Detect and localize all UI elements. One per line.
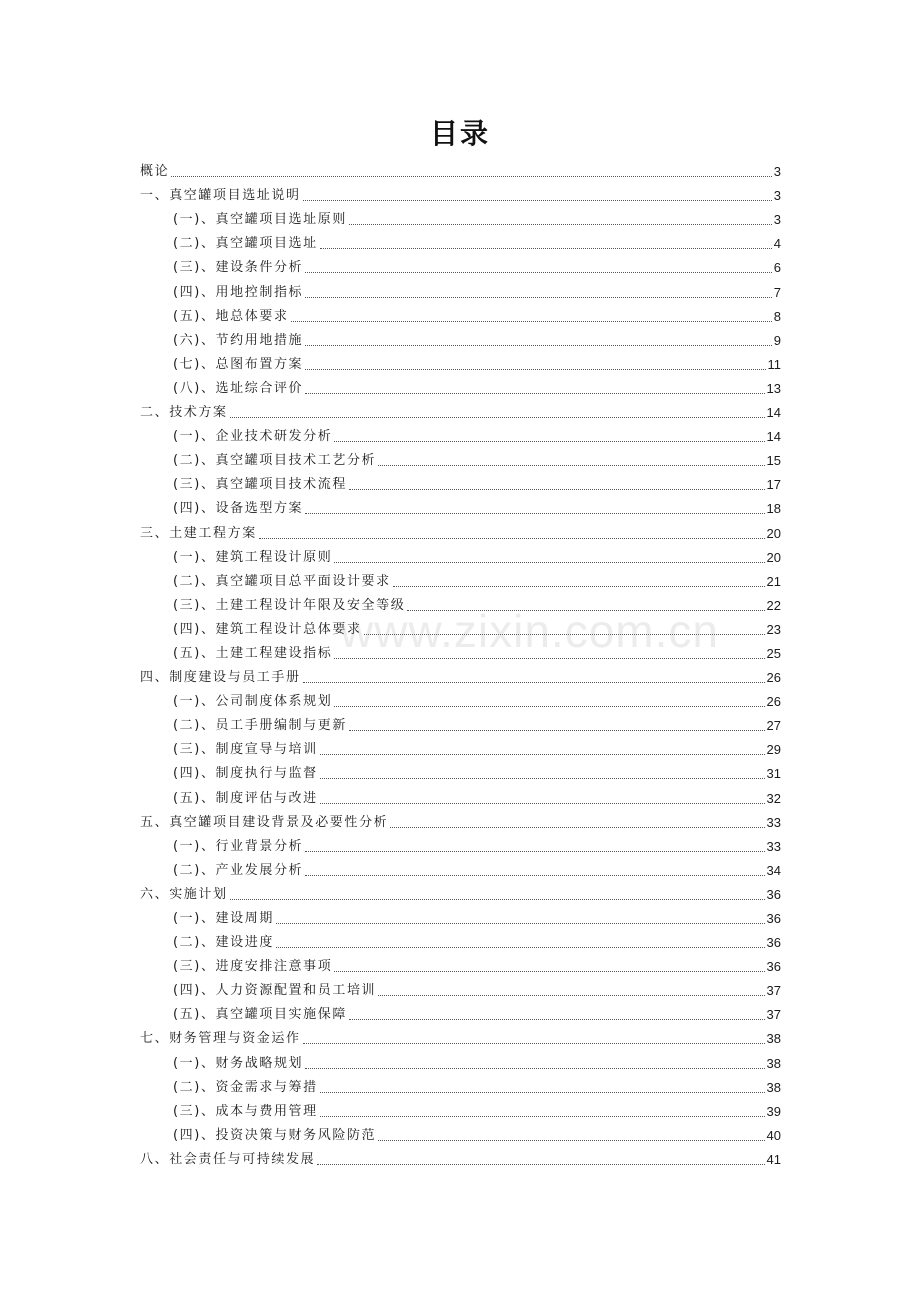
toc-entry-title: (五)、制度评估与改进: [173, 790, 318, 806]
toc-entry-title: (一)、建设周期: [173, 911, 274, 926]
dot-leader: [305, 393, 764, 394]
toc-page-number: 20: [766, 525, 781, 541]
toc-entry[interactable]: [140, 811, 781, 835]
toc-entry-title: (二)、资金需求与筹措: [173, 1079, 318, 1095]
toc-page-number: 39: [766, 1103, 781, 1119]
toc-page-number: 33: [766, 814, 781, 830]
dot-leader: [378, 1140, 764, 1141]
dot-leader: [349, 224, 772, 225]
toc-page-number: 38: [766, 1055, 781, 1071]
toc-entry-title: (二)、真空罐项目技术工艺分析: [173, 453, 377, 469]
toc-page-number: 8: [773, 308, 781, 324]
toc-entry-title: (三)、成本与费用管理: [173, 1103, 318, 1119]
toc-page-number: 37: [766, 1007, 781, 1023]
toc-page-number: 15: [766, 453, 781, 469]
watermark: www.zixin.com.cn: [340, 605, 719, 657]
toc-page-number: 36: [766, 935, 781, 951]
dot-leader: [305, 272, 772, 273]
dot-leader: [305, 875, 764, 876]
dot-leader: [276, 947, 765, 948]
toc-subentry[interactable]: [140, 979, 781, 1003]
toc-entry-title: (三)、进度安排注意事项: [173, 959, 333, 975]
toc-entry[interactable]: [140, 521, 781, 545]
toc-entry-title: (二)、建设进度: [173, 935, 274, 951]
dot-leader: [320, 248, 772, 249]
dot-leader: [320, 1092, 765, 1093]
toc-subentry[interactable]: [140, 907, 781, 931]
toc-page-number: 38: [766, 1079, 781, 1095]
toc-subentry[interactable]: [140, 835, 781, 859]
toc-entry-title: (二)、员工手册编制与更新: [173, 718, 347, 734]
toc-entry-title: (七)、总图布置方案: [173, 356, 304, 372]
dot-leader: [320, 754, 765, 755]
dot-leader: [291, 321, 772, 322]
dot-leader: [407, 610, 764, 611]
toc-page-number: 4: [773, 236, 781, 252]
toc-page-number: 29: [766, 742, 781, 758]
toc-page-number: 27: [766, 718, 781, 734]
toc-entry[interactable]: [140, 401, 781, 425]
dot-leader: [349, 1019, 765, 1020]
toc-entry-title: (二)、真空罐项目总平面设计要求: [173, 573, 391, 589]
dot-leader: [364, 634, 765, 635]
dot-leader: [303, 200, 772, 201]
toc-subentry[interactable]: [140, 546, 781, 570]
dot-leader: [320, 803, 765, 804]
toc-page-number: 25: [766, 645, 781, 661]
dot-leader: [349, 489, 765, 490]
toc-subentry[interactable]: [140, 305, 781, 329]
toc-page-number: 11: [767, 356, 781, 372]
dot-leader: [334, 441, 764, 442]
toc-page-number: 34: [766, 862, 781, 878]
toc-entry-title: (二)、产业发展分析: [173, 862, 304, 878]
dot-leader: [303, 1043, 765, 1044]
dot-leader: [276, 923, 765, 924]
toc-subentry[interactable]: [140, 497, 781, 521]
toc-entry-title: 八、社会责任与可持续发展: [140, 1151, 316, 1167]
toc-entry[interactable]: [140, 184, 781, 208]
dot-leader: [230, 899, 765, 900]
toc-subentry[interactable]: [140, 1051, 781, 1075]
toc-entry-title: (一)、真空罐项目选址原则: [173, 212, 347, 228]
toc-subentry[interactable]: [140, 280, 781, 304]
toc-subentry[interactable]: [140, 714, 781, 738]
toc-page-number: 21: [766, 573, 781, 589]
toc-entry-title: (五)、真空罐项目实施保障: [173, 1007, 347, 1023]
toc-subentry[interactable]: [140, 232, 781, 256]
toc-page-number: 36: [766, 886, 781, 902]
toc-subentry[interactable]: [140, 473, 781, 497]
toc-entry-title: 概论: [140, 164, 170, 180]
toc-subentry[interactable]: [140, 762, 781, 786]
toc-subentry[interactable]: [140, 1124, 781, 1148]
dot-leader: [320, 1116, 765, 1117]
table-of-contents: [140, 160, 781, 1172]
toc-page-number: 22: [766, 597, 781, 613]
toc-page-number: 7: [773, 284, 781, 300]
toc-subentry[interactable]: [140, 931, 781, 955]
toc-entry-title: 一、真空罐项目选址说明: [140, 188, 301, 204]
toc-page-number: 13: [766, 380, 781, 396]
toc-subentry[interactable]: [140, 256, 781, 280]
toc-entry[interactable]: [140, 1148, 781, 1172]
toc-page-number: 3: [773, 212, 781, 228]
toc-entry-title: 四、制度建设与员工手册: [140, 670, 301, 686]
toc-page-number: 38: [766, 1031, 781, 1047]
toc-page-number: 31: [766, 766, 781, 782]
toc-subentry[interactable]: [140, 329, 781, 353]
toc-page-number: 9: [773, 332, 781, 348]
toc-page-number: 26: [766, 670, 781, 686]
toc-page-number: 32: [766, 790, 781, 806]
dot-leader: [378, 995, 764, 996]
toc-entry-title: (一)、企业技术研发分析: [173, 429, 333, 445]
toc-page-number: 33: [766, 838, 781, 854]
toc-page-number: 14: [766, 405, 781, 421]
dot-leader: [230, 417, 765, 418]
toc-page-number: 3: [773, 188, 781, 204]
toc-page-number: 23: [766, 621, 781, 637]
toc-subentry[interactable]: [140, 786, 781, 810]
dot-leader: [334, 658, 764, 659]
toc-entry-title: (三)、建设条件分析: [173, 260, 304, 276]
toc-page-number: 40: [766, 1127, 781, 1143]
toc-entry-title: 六、实施计划: [140, 886, 228, 902]
toc-subentry[interactable]: [140, 859, 781, 883]
toc-entry[interactable]: [140, 1027, 781, 1051]
toc-entry[interactable]: [140, 883, 781, 907]
toc-subentry[interactable]: [140, 594, 781, 618]
toc-entry-title: (八)、选址综合评价: [173, 380, 304, 396]
toc-entry-title: (三)、土建工程设计年限及安全等级: [173, 597, 406, 613]
dot-leader: [378, 465, 764, 466]
toc-subentry[interactable]: [140, 425, 781, 449]
page-title: 目录: [429, 117, 490, 150]
toc-entry-title: 五、真空罐项目建设背景及必要性分析: [140, 814, 389, 830]
toc-subentry[interactable]: [140, 449, 781, 473]
toc-subentry[interactable]: [140, 1100, 781, 1124]
toc-entry-title: (一)、公司制度体系规划: [173, 694, 333, 710]
dot-leader: [305, 369, 765, 370]
toc-page-number: 37: [766, 983, 781, 999]
toc-entry-title: (一)、建筑工程设计原则: [173, 549, 333, 565]
dot-leader: [334, 562, 764, 563]
toc-page-number: 14: [766, 429, 781, 445]
toc-page-number: 36: [766, 911, 781, 926]
toc-entry-title: (五)、土建工程建设指标: [173, 645, 333, 661]
dot-leader: [390, 827, 764, 828]
dot-leader: [334, 971, 764, 972]
dot-leader: [317, 1164, 764, 1165]
toc-page-number: 17: [766, 477, 781, 493]
toc-entry-title: 二、技术方案: [140, 405, 228, 421]
toc-entry[interactable]: [140, 160, 781, 184]
toc-entry-title: (四)、用地控制指标: [173, 284, 304, 300]
toc-page-number: 3: [773, 164, 781, 180]
dot-leader: [320, 778, 765, 779]
toc-entry-title: (二)、真空罐项目选址: [173, 236, 318, 252]
toc-entry-title: 三、土建工程方案: [140, 525, 257, 541]
toc-page-number: 18: [766, 501, 781, 517]
toc-entry-title: (四)、制度执行与监督: [173, 766, 318, 782]
toc-subentry[interactable]: [140, 377, 781, 401]
toc-subentry[interactable]: [140, 570, 781, 594]
toc-subentry[interactable]: [140, 642, 781, 666]
toc-page-number: 20: [766, 549, 781, 565]
toc-entry-title: (四)、设备选型方案: [173, 501, 304, 517]
toc-subentry[interactable]: [140, 1076, 781, 1100]
toc-page-number: 6: [773, 260, 781, 276]
toc-entry-title: (五)、地总体要求: [173, 308, 289, 324]
dot-leader: [305, 513, 764, 514]
toc-entry[interactable]: [140, 666, 781, 690]
toc-entry-title: (一)、行业背景分析: [173, 838, 304, 854]
toc-page-number: 41: [766, 1151, 781, 1167]
toc-entry-title: 七、财务管理与资金运作: [140, 1031, 301, 1047]
toc-subentry[interactable]: [140, 1003, 781, 1027]
dot-leader: [303, 682, 765, 683]
toc-subentry[interactable]: [140, 955, 781, 979]
toc-entry-title: (三)、真空罐项目技术流程: [173, 477, 347, 493]
dot-leader: [393, 586, 765, 587]
toc-entry-title: (三)、制度宣导与培训: [173, 742, 318, 758]
toc-entry-title: (四)、建筑工程设计总体要求: [173, 621, 362, 637]
toc-page-number: 26: [766, 694, 781, 710]
toc-page-number: 36: [766, 959, 781, 975]
dot-leader: [305, 851, 764, 852]
dot-leader: [305, 297, 772, 298]
toc-entry-title: (四)、人力资源配置和员工培训: [173, 983, 377, 999]
toc-entry-title: (一)、财务战略规划: [173, 1055, 304, 1071]
toc-subentry[interactable]: [140, 738, 781, 762]
dot-leader: [305, 1068, 764, 1069]
toc-subentry[interactable]: [140, 208, 781, 232]
toc-subentry[interactable]: [140, 690, 781, 714]
toc-subentry[interactable]: [140, 353, 781, 377]
dot-leader: [349, 730, 765, 731]
toc-entry-title: (六)、节约用地措施: [173, 332, 304, 348]
dot-leader: [171, 176, 772, 177]
dot-leader: [305, 345, 772, 346]
toc-subentry[interactable]: [140, 618, 781, 642]
dot-leader: [334, 706, 764, 707]
dot-leader: [259, 538, 765, 539]
toc-entry-title: (四)、投资决策与财务风险防范: [173, 1127, 377, 1143]
